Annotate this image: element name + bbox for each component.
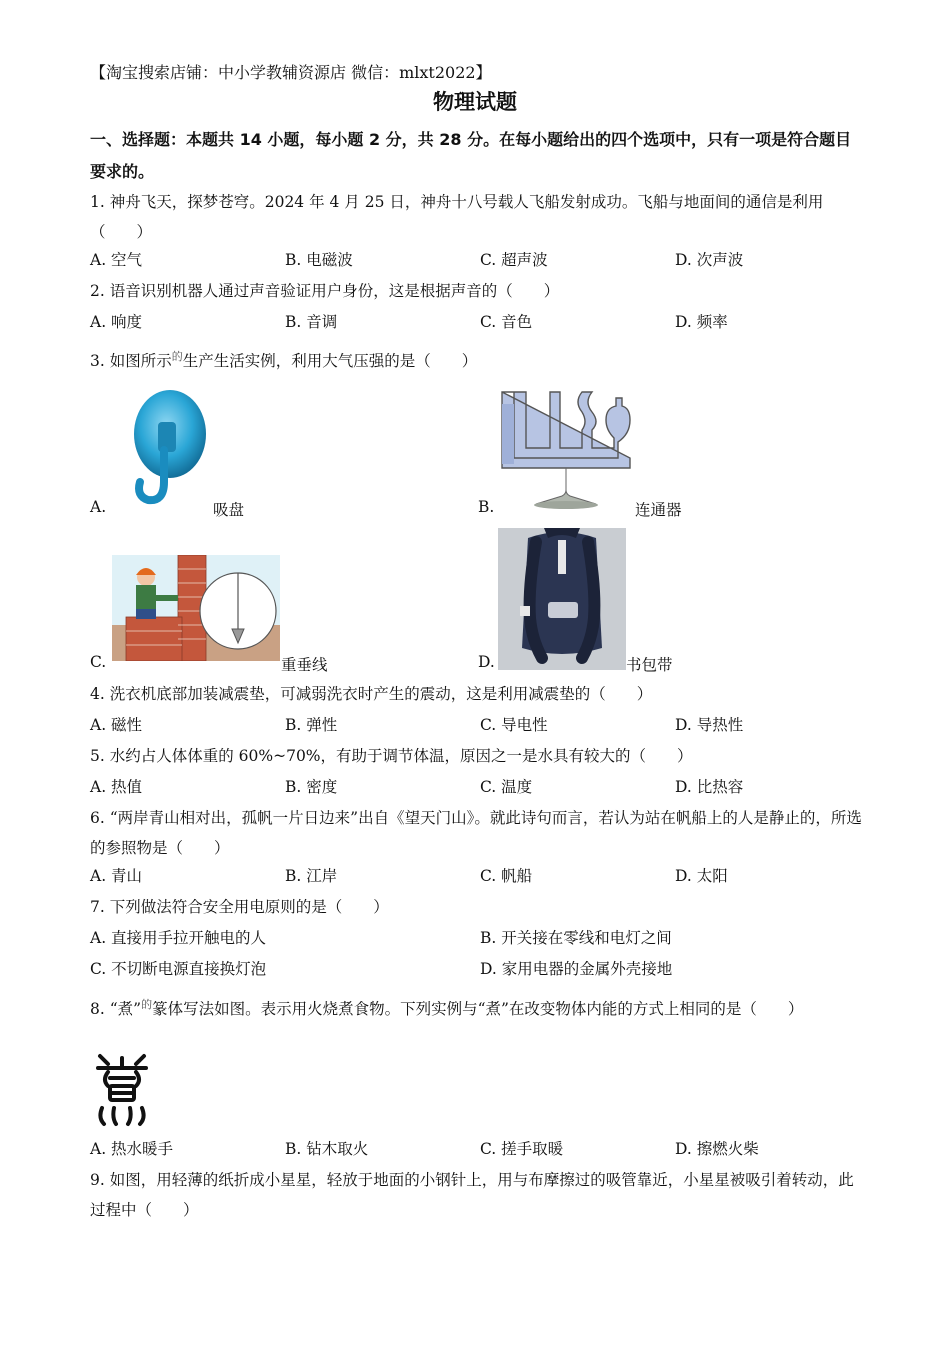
question-7-text: 7. 下列做法符合安全用电原则的是（ ）	[90, 898, 389, 916]
option-b: B. 音调	[285, 313, 338, 331]
question-4-text: 4. 洗衣机底部加装减震垫，可减弱洗衣时产生的震动，这是利用减震垫的（ ）	[90, 685, 653, 703]
question-3-suffix: 生产生活实例，利用大气压强的是（ ）	[182, 352, 478, 371]
option-b: B. 江岸	[285, 867, 338, 885]
option-a-letter: A.	[90, 498, 107, 516]
option-d: D. 比热容	[675, 778, 744, 796]
seal-script-zhu-figure	[94, 1052, 150, 1128]
question-7-options-row-1	[90, 923, 870, 953]
option-d-letter: D.	[478, 653, 495, 671]
section-heading: 一、选择题：本题共 14 小题，每小题 2 分，共 28 分。在每小题给出的四个选项中，只有一项是符合题目要求的。	[90, 130, 852, 181]
question-6-text: 6. “两岸青山相对出，孤帆一片日边来”出自《望天门山》。就此诗句而言，若认为站在帆船上的人是静止的，所选的参照物是（ ）	[90, 809, 862, 857]
question-3-text	[90, 342, 865, 376]
question-3-prefix: 3. 如图所示	[90, 352, 172, 371]
question-8-text	[90, 990, 865, 1024]
option-d: D. 擦燃火柴	[675, 1140, 759, 1158]
option-a: A. 热值	[90, 778, 143, 796]
option-a: A. 青山	[90, 867, 143, 885]
question-1-options	[90, 245, 870, 275]
stray-char: 的	[171, 350, 183, 363]
suction-cup-figure	[120, 384, 210, 512]
question-9-text: 9. 如图，用轻薄的纸折成小星星，轻放于地面的小钢针上，用与布摩擦过的吸管靠近，小星星被吸引着转动，此过程中（ ）	[90, 1171, 854, 1219]
option-a: A. 空气	[90, 251, 143, 269]
option-c: C. 超声波	[480, 251, 548, 269]
question-4-options	[90, 710, 870, 740]
option-d: D. 家用电器的金属外壳接地	[480, 960, 673, 978]
backpack-figure	[498, 528, 626, 670]
option-b-name: 连通器	[635, 501, 682, 519]
option-d: D. 频率	[675, 313, 728, 331]
option-a-name: 吸盘	[213, 501, 245, 519]
option-c: C. 温度	[480, 778, 533, 796]
option-a: A. 响度	[90, 313, 143, 331]
option-d: D. 导热性	[675, 716, 744, 734]
option-a: A. 直接用手拉开触电的人	[90, 929, 267, 947]
stray-char: 的	[141, 998, 153, 1011]
option-a: A. 热水暖手	[90, 1140, 174, 1158]
option-c-name: 重垂线	[281, 656, 328, 674]
option-c: C. 不切断电源直接换灯泡	[90, 960, 267, 978]
question-1-text: 1. 神舟飞天，探梦苍穹。2024 年 4 月 25 日，神舟十八号载人飞船发射成功。飞船与地面间的通信是利用（ ）	[90, 193, 824, 241]
option-c: C. 搓手取暖	[480, 1140, 564, 1158]
question-8-suffix: 篆体写法如图。表示用火烧煮食物。下列实例与“煮”在改变物体内能的方式上相同的是（ ）	[152, 1000, 804, 1019]
option-c: C. 音色	[480, 313, 533, 331]
option-c: C. 导电性	[480, 716, 548, 734]
question-8-prefix: 8. “煮”	[90, 1000, 142, 1019]
plumb-line-figure	[112, 555, 280, 661]
question-2-text: 2. 语音识别机器人通过声音验证用户身份，这是根据声音的（ ）	[90, 282, 560, 300]
question-2-options	[90, 307, 870, 337]
option-d: D. 次声波	[675, 251, 744, 269]
option-d-name: 书包带	[626, 656, 673, 674]
option-b: B. 弹性	[285, 716, 338, 734]
option-c-letter: C.	[90, 653, 107, 671]
question-5-options	[90, 772, 870, 802]
option-d: D. 太阳	[675, 867, 728, 885]
question-6-options	[90, 861, 870, 891]
option-c: C. 帆船	[480, 867, 533, 885]
option-b: B. 电磁波	[285, 251, 353, 269]
question-7-options-row-2	[90, 954, 870, 984]
question-5-text: 5. 水约占人体体重的 60%~70%，有助于调节体温，原因之一是水具有较大的（ ）	[90, 747, 693, 765]
page-title: 物理试题	[433, 90, 517, 114]
question-8-options	[90, 1134, 870, 1164]
option-b: B. 密度	[285, 778, 338, 796]
option-a: A. 磁性	[90, 716, 143, 734]
shop-ad-header: 【淘宝搜索店铺：中小学教辅资源店 微信：mlxt2022】	[90, 63, 492, 82]
option-b: B. 钻木取火	[285, 1140, 369, 1158]
option-b-letter: B.	[478, 498, 495, 516]
communicating-vessels-figure	[496, 386, 636, 516]
option-b: B. 开关接在零线和电灯之间	[480, 929, 672, 947]
